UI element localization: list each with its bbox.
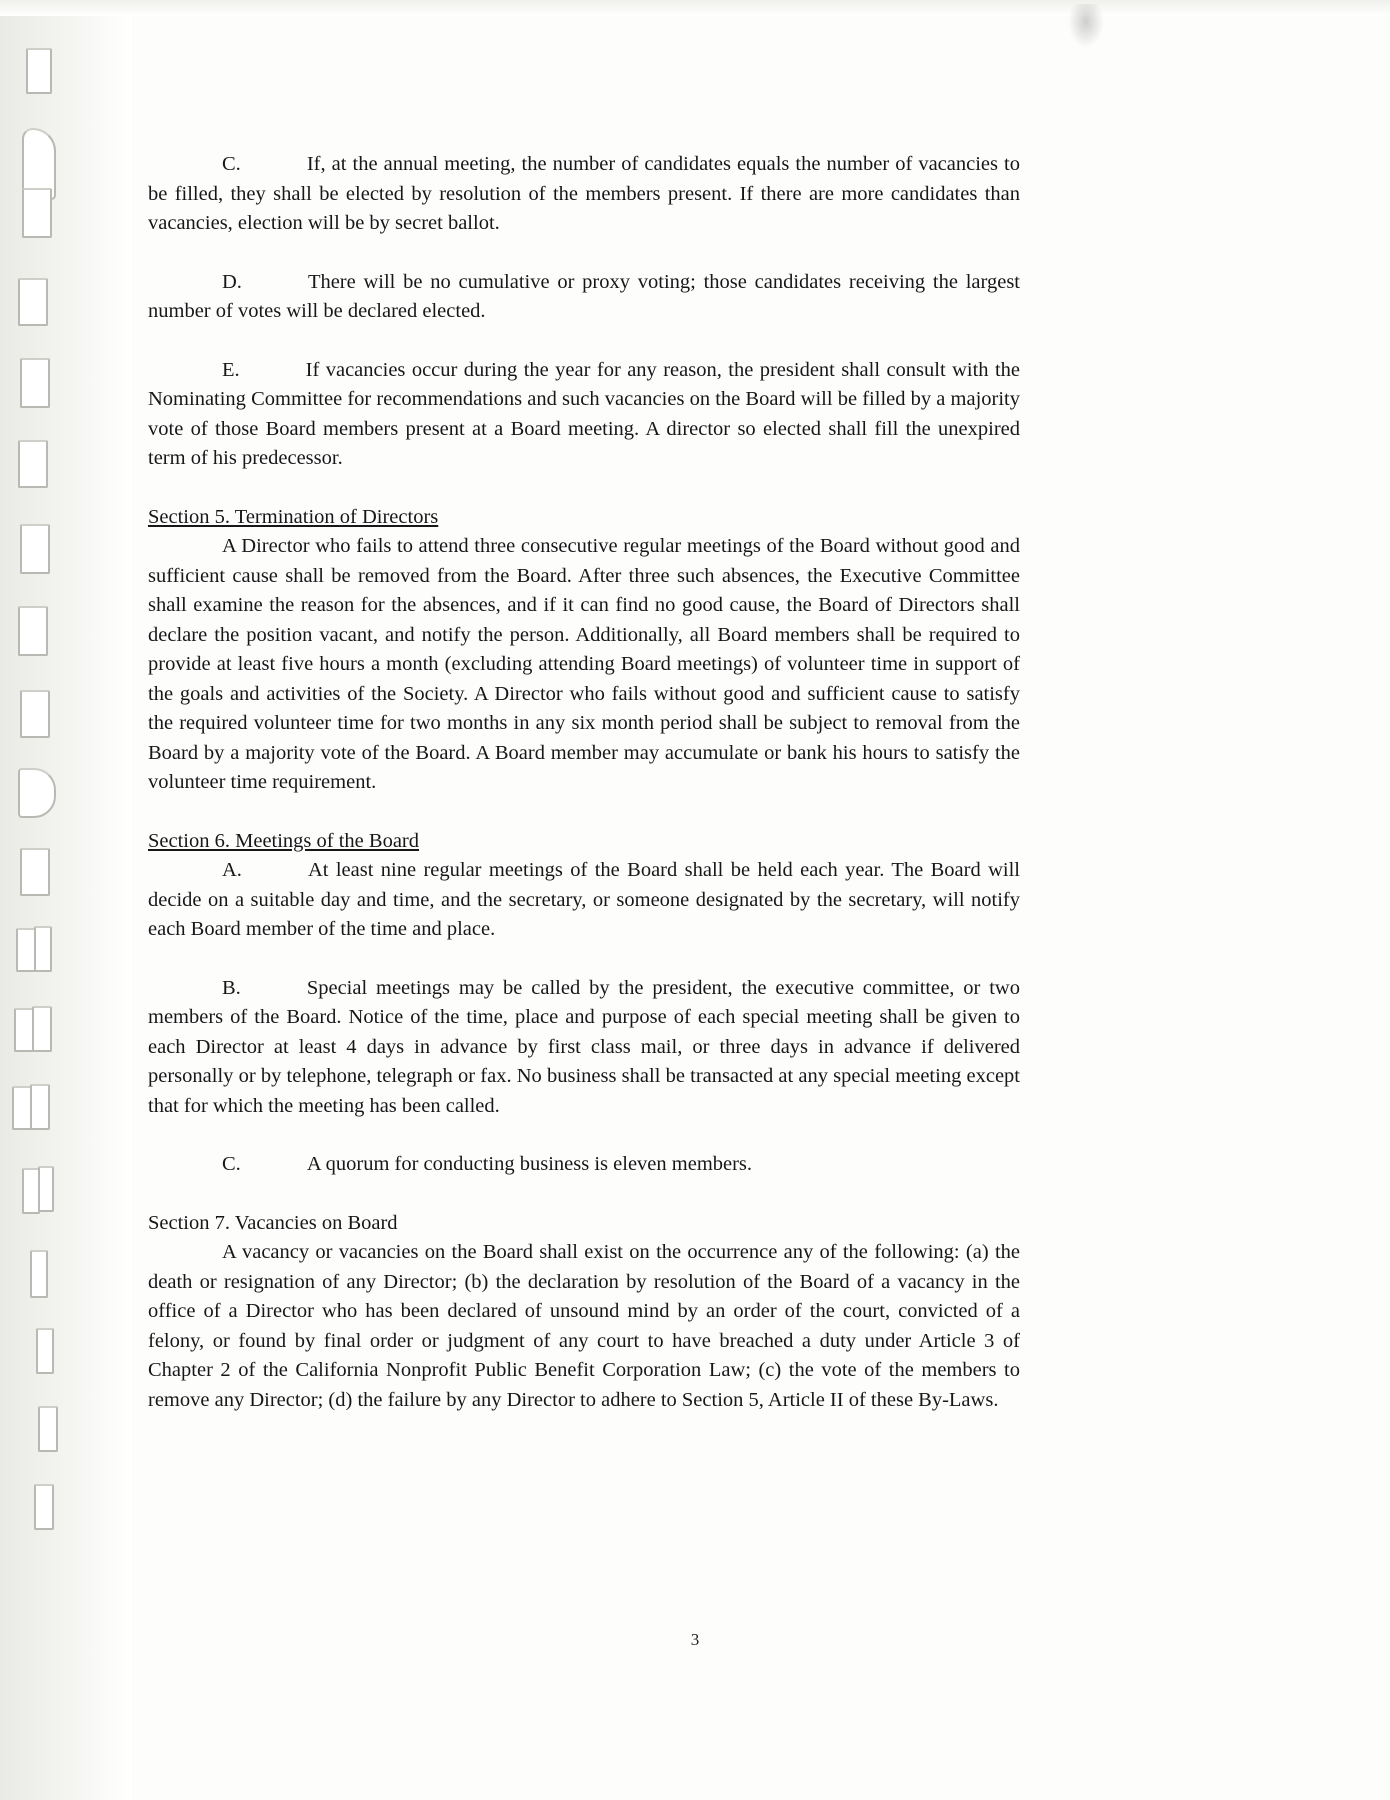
hole-punch-mark	[18, 278, 48, 326]
hole-punch-mark	[34, 926, 52, 972]
item-label-d: D.	[222, 270, 242, 293]
paragraph-item-d-voting	[148, 268, 1020, 327]
paragraph-item-c-quorum	[148, 1150, 1020, 1180]
section-spacer	[148, 1180, 1020, 1209]
hole-punch-mark	[18, 768, 56, 818]
hole-punch-mark	[20, 524, 50, 574]
hole-punch-mark	[20, 358, 50, 408]
item-label-b: B.	[222, 976, 241, 999]
hole-punch-mark	[34, 1484, 54, 1530]
hole-punch-mark	[30, 1250, 48, 1298]
paragraph-spacer	[148, 327, 1020, 356]
section-7-heading-text: Section 7. Vacancies on Board	[148, 1211, 398, 1234]
section-7-body-text: A vacancy or vacancies on the Board shall exist on the occurrence any of the following: (a) the death or resignation of any Director; (b) the declaration by resolution of the Board of a vacancy in the office of a Director who has been declared of unsound mind by an order of the court, convicted of a felony, or found by final order or judgment of any court to have breached a duty under Article 3 of Chapter 2 of the California Nonprofit Public Benefit Corporation Law; (c) the vote of the members to remove any Director; (d) the failure by any Director to adhere to Section 5, Article II of these By-Laws.	[148, 1241, 1020, 1411]
paragraph-item-e-vacancies	[148, 356, 1020, 474]
item-text-c-quorum: A quorum for conducting business is eleven members.	[306, 1153, 753, 1175]
section-spacer	[148, 798, 1020, 827]
section-5-heading	[148, 503, 1020, 533]
hole-punch-mark	[20, 690, 50, 738]
paragraph-spacer	[148, 945, 1020, 974]
section-5-body	[148, 532, 1020, 798]
paragraph-item-c-elections	[148, 150, 1020, 239]
paragraph-item-b-special-meetings	[148, 974, 1020, 1122]
section-7-heading	[148, 1209, 1020, 1239]
section-7-body	[148, 1238, 1020, 1415]
hole-punch-mark	[32, 1006, 52, 1052]
hole-punch-mark	[36, 1328, 54, 1374]
section-6-heading	[148, 827, 1020, 857]
section-spacer	[148, 474, 1020, 503]
scan-smudge-mark	[1068, 4, 1104, 48]
paragraph-spacer	[148, 239, 1020, 268]
paragraph-item-a-regular-meetings	[148, 856, 1020, 945]
item-label-c-quorum: C.	[222, 1153, 241, 1175]
item-text-a: At least nine regular meetings of the Board shall be held each year. The Board will decide on a suitable day and time, and the secretary, or someone designated by the secretary, will notify each Board member of the time and place.	[148, 859, 1020, 940]
hole-punch-mark	[22, 188, 52, 238]
item-text-d: There will be no cumulative or proxy voting; those candidates receiving the largest number of votes will be declared elected.	[148, 270, 1020, 322]
page-number: 3	[690, 1630, 700, 1649]
item-text-e: If vacancies occur during the year for any reason, the president shall consult with the Nominating Committee for recommendations and such vacancies on the Board will be filled by a majority vote of those Board members present at a Board meeting. A director so elected shall fill the unexpired term of his predecessor.	[148, 358, 1020, 469]
item-label-a: A.	[222, 859, 242, 881]
hole-punch-mark	[38, 1406, 58, 1452]
document-body	[148, 150, 1020, 1415]
paragraph-spacer	[148, 1121, 1020, 1150]
item-label-e: E.	[222, 358, 240, 381]
item-text-c: If, at the annual meeting, the number of candidates equals the number of vacancies to be filled, they shall be elected by resolution of the members present. If there are more candidates than vacancies, election will be by secret ballot.	[148, 153, 1020, 234]
hole-punch-mark	[26, 48, 52, 94]
hole-punch-mark	[14, 1008, 34, 1052]
section-5-body-text: A Director who fails to attend three consecutive regular meetings of the Board without good and sufficient cause shall be removed from the Board. After three such absences, the Executive Committee shall examine the reason for the absences, and if it can find no good cause, the Board of Directors shall declare the position vacant, and notify the person. Additionally, all Board members shall be required to provide at least five hours a month (excluding attending Board meetings) of volunteer time in support of the goals and activities of the Society. A Director who fails without good and sufficient cause to satisfy the required volunteer time for two months in any six month period shall be subject to removal from the Board by a majority vote of the Board. A Board member may accumulate or bank his hours to satisfy the volunteer time requirement.	[148, 535, 1020, 793]
scan-top-edge-shading	[0, 0, 1390, 16]
section-6-heading-text: Section 6. Meetings of the Board	[148, 829, 420, 852]
binder-hole-punch-column	[8, 28, 98, 1768]
hole-punch-mark	[18, 440, 48, 488]
hole-punch-mark	[18, 606, 48, 656]
item-text-b: Special meetings may be called by the president, the executive committee, or two members of the Board. Notice of the time, place and purpose of each special meeting shall be given to each Director at least 4 days in advance by first class mail, or three days in advance if delivered personally or by telephone, telegraph or fax. No business shall be transacted at any special meeting except that for which the meeting has been called.	[148, 976, 1020, 1117]
hole-punch-mark	[38, 1166, 54, 1212]
hole-punch-mark	[20, 848, 50, 896]
section-5-heading-text: Section 5. Termination of Directors	[148, 505, 439, 528]
hole-punch-mark	[30, 1084, 50, 1130]
item-label-c: C.	[222, 153, 241, 175]
hole-punch-mark	[12, 1086, 32, 1130]
